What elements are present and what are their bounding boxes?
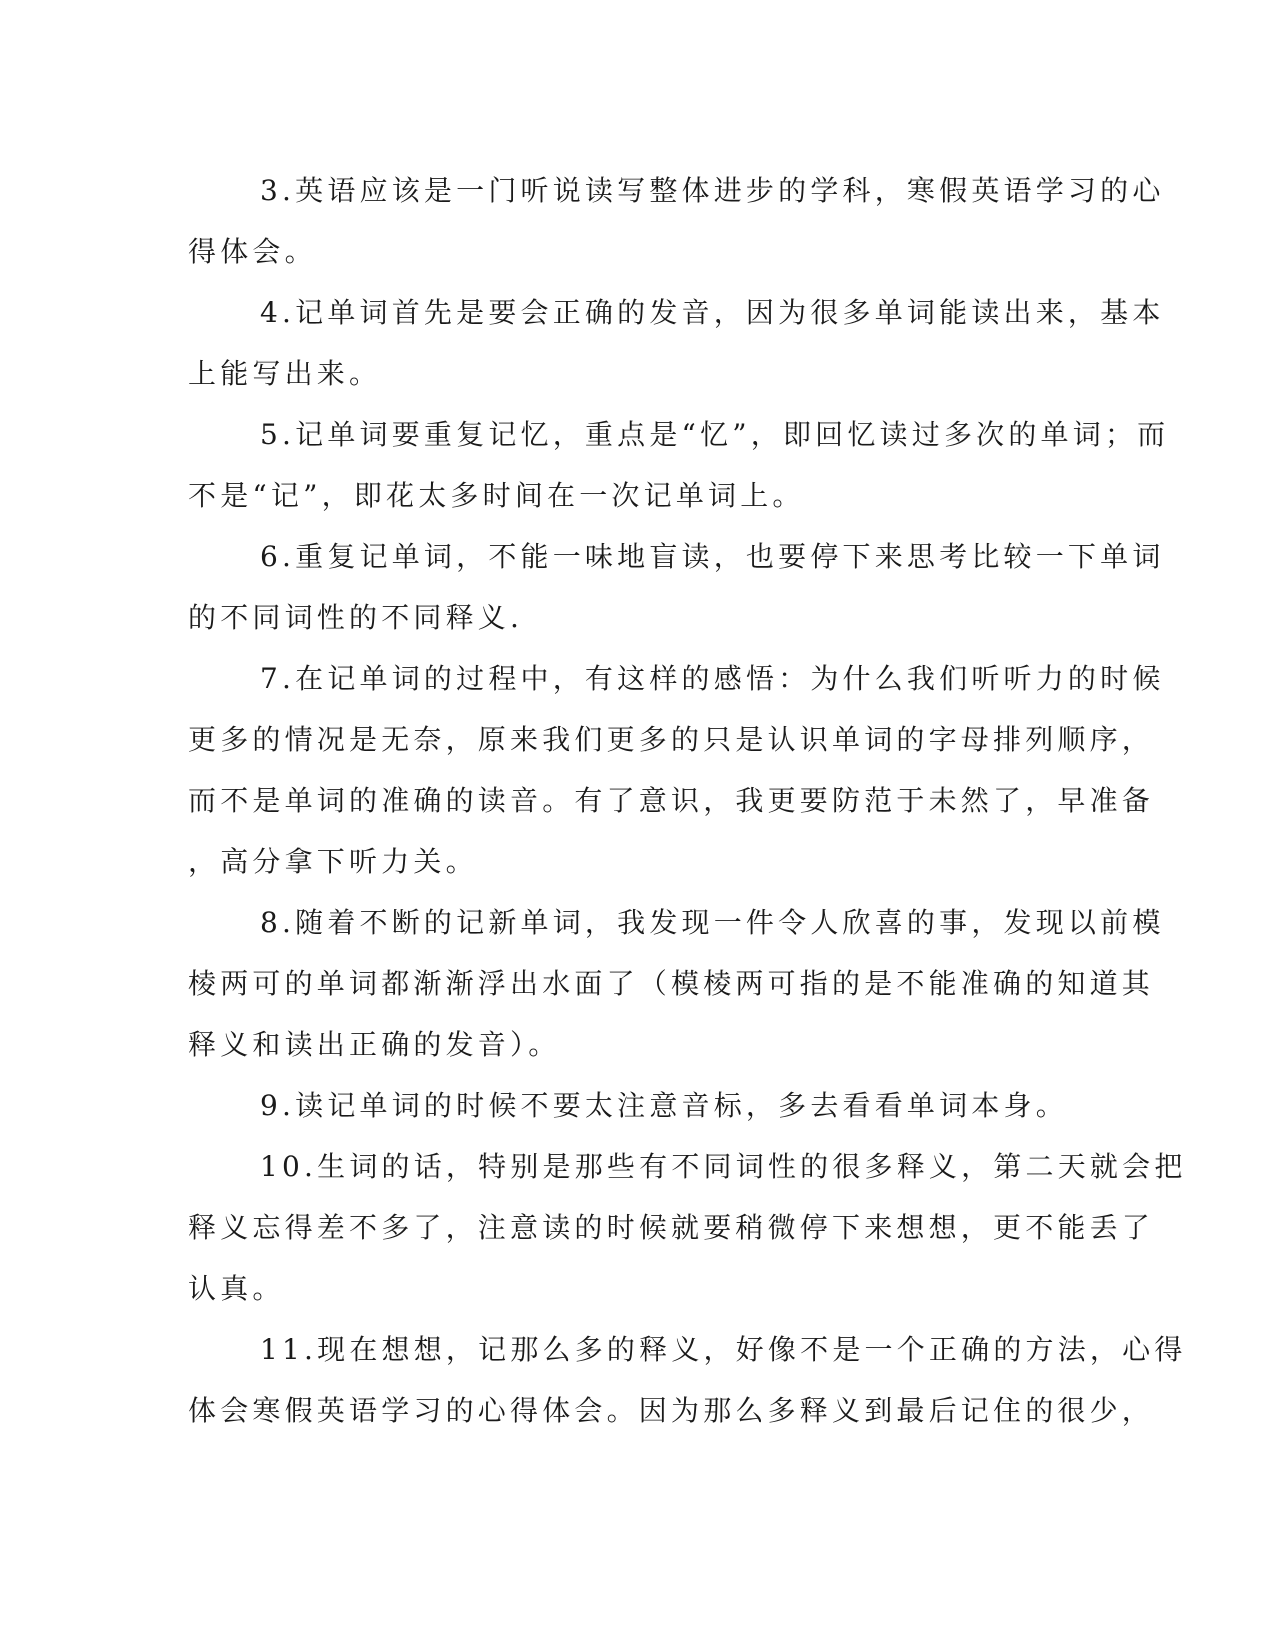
paragraph-line: 3.英语应该是一门听说读写整体进步的学科，寒假英语学习的心 xyxy=(260,174,1165,207)
paragraph-line: 上能写出来。 xyxy=(188,357,382,390)
paragraph-11 xyxy=(188,1319,1187,1441)
paragraph-line: 更多的情况是无奈，原来我们更多的只是认识单词的字母排列顺序， xyxy=(188,723,1155,756)
document-body xyxy=(188,160,1187,1441)
paragraph-line: 认真。 xyxy=(188,1272,285,1305)
paragraph-line: 棱两可的单词都渐渐浮出水面了（模棱两可指的是不能准确的知道其 xyxy=(188,967,1155,1000)
paragraph-line: 得体会。 xyxy=(188,235,317,268)
paragraph-line: 释义忘得差不多了，注意读的时候就要稍微停下来想想，更不能丢了 xyxy=(188,1211,1155,1244)
paragraph-line: 10.生词的话，特别是那些有不同词性的很多释义，第二天就会把 xyxy=(260,1150,1187,1183)
paragraph-7 xyxy=(188,648,1165,892)
paragraph-8 xyxy=(188,892,1165,1075)
paragraph-5 xyxy=(188,404,1170,526)
paragraph-line: 11.现在想想，记那么多的释义，好像不是一个正确的方法，心得 xyxy=(260,1333,1187,1366)
paragraph-line: 释义和读出正确的发音）。 xyxy=(188,1028,561,1061)
paragraph-line: ，高分拿下听力关。 xyxy=(188,845,478,878)
paragraph-line: 4.记单词首先是要会正确的发音，因为很多单词能读出来，基本 xyxy=(260,296,1165,329)
paragraph-3 xyxy=(188,160,1165,282)
paragraph-4 xyxy=(188,282,1165,404)
paragraph-line: 不是“记”，即花太多时间在一次记单词上。 xyxy=(188,479,805,512)
paragraph-6 xyxy=(188,526,1165,648)
paragraph-9 xyxy=(188,1075,1088,1136)
paragraph-line: 8.随着不断的记新单词，我发现一件令人欣喜的事，发现以前模 xyxy=(260,906,1165,939)
paragraph-line: 的不同词性的不同释义. xyxy=(188,601,524,634)
paragraph-line: 7.在记单词的过程中，有这样的感悟：为什么我们听听力的时候 xyxy=(260,662,1165,695)
paragraph-line: 6.重复记单词，不能一味地盲读，也要停下来思考比较一下单词 xyxy=(260,540,1165,573)
paragraph-line: 9.读记单词的时候不要太注意音标，多去看看单词本身。 xyxy=(260,1089,1068,1122)
paragraph-line: 5.记单词要重复记忆，重点是“忆”，即回忆读过多次的单词；而 xyxy=(260,418,1170,451)
paragraph-line: 而不是单词的准确的读音。有了意识，我更要防范于未然了，早准备 xyxy=(188,784,1155,817)
paragraph-10 xyxy=(188,1136,1187,1319)
paragraph-line: 体会寒假英语学习的心得体会。因为那么多释义到最后记住的很少， xyxy=(188,1394,1155,1427)
